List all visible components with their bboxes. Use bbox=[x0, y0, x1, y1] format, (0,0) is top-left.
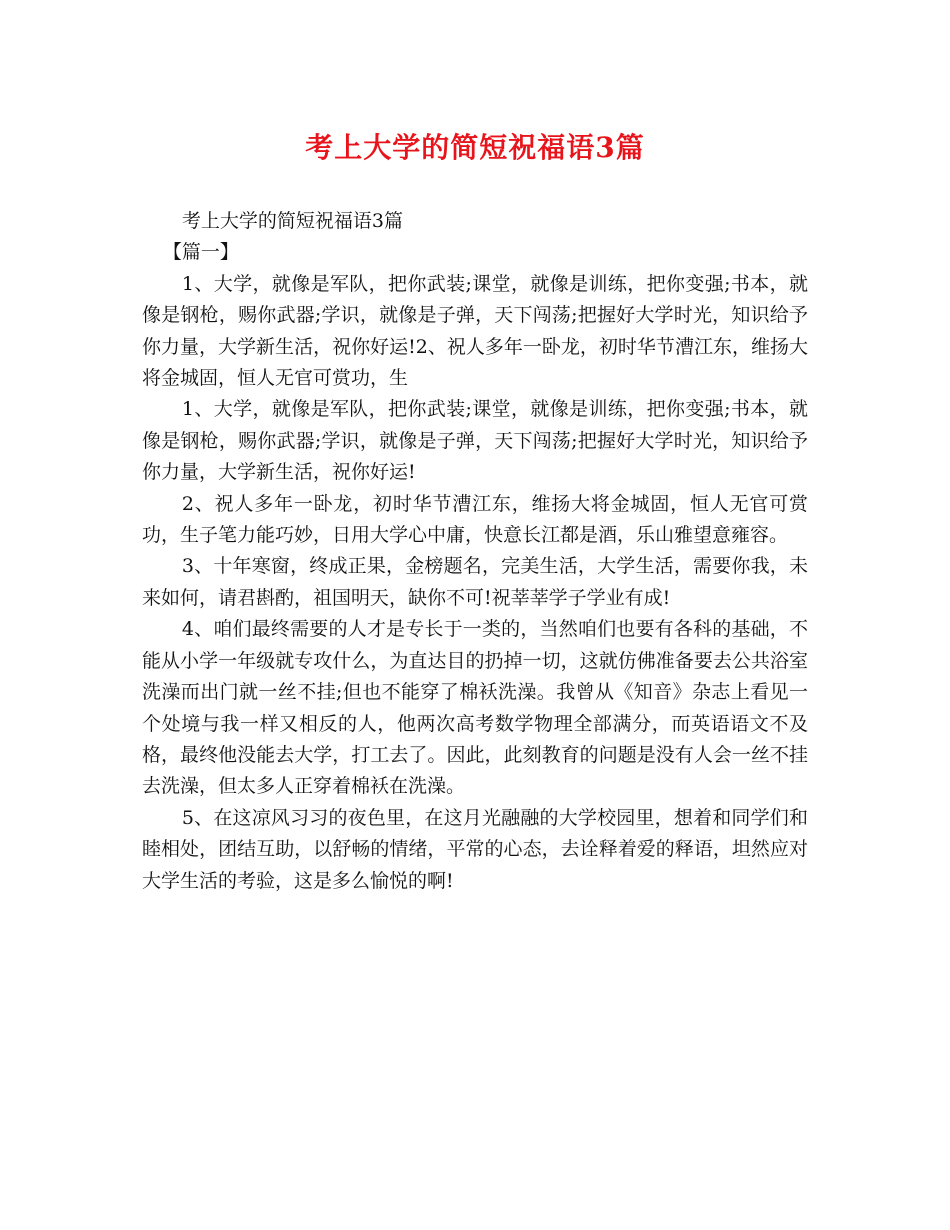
paragraph: 4、咱们最终需要的人才是专长于一类的，当然咱们也要有各科的基础，不能从小学一年级就专攻什么，为直达目的扔掉一切，这就仿佛准备要去公共浴室洗澡而出门就一丝不挂;但也不能穿了棉袄洗澡。我曾从《知音》杂志上看见一个处境与我一样又相反的人，他两次高考数学物理全部满分，而英语语文不及格，最终他没能去大学，打工去了。因此，此刻教育的问题是没有人会一丝不挂去洗澡，但太多人正穿着棉袄在洗澡。 bbox=[142, 618, 808, 798]
page-title: 考上大学的简短祝福语3篇 bbox=[305, 131, 645, 164]
section-label: 【篇一】 bbox=[162, 241, 239, 264]
paragraph: 5、在这凉风习习的夜色里，在这月光融融的大学校园里，想着和同学们和睦相处，团结互助，以舒畅的情绪，平常的心态，去诠释着爱的释语，坦然应对大学生活的考验，这是多么愉悦的啊! bbox=[142, 806, 808, 892]
paragraph: 1、大学，就像是军队，把你武装;课堂，就像是训练，把你变强;书本，就像是钢枪，赐你武器;学识，就像是子弹，天下闯荡;把握好大学时光，知识给予你力量，大学新生活，祝你好运!2、祝人多年一卧龙，初时华节漕江东，维扬大将金城固，恒人无官可赏功，生 bbox=[142, 272, 808, 390]
paragraph: 2、祝人多年一卧龙，初时华节漕江东，维扬大将金城固，恒人无官可赏功，生子笔力能巧妙，日用大学心中庸，快意长江都是酒，乐山雅望意雍容。 bbox=[142, 492, 808, 547]
paragraph: 3、十年寒窗，终成正果，金榜题名，完美生活，大学生活，需要你我，未来如何，请君斟酌，祖国明天，缺你不可!祝莘莘学子学业有成! bbox=[142, 555, 808, 609]
document-body bbox=[142, 206, 808, 897]
document-subtitle: 考上大学的简短祝福语3篇 bbox=[181, 210, 403, 232]
paragraph: 1、大学，就像是军队，把你武装;课堂，就像是训练，把你变强;书本，就像是钢枪，赐你武器;学识，就像是子弹，天下闯荡;把握好大学时光，知识给予你力量，大学新生活，祝你好运! bbox=[142, 398, 808, 484]
